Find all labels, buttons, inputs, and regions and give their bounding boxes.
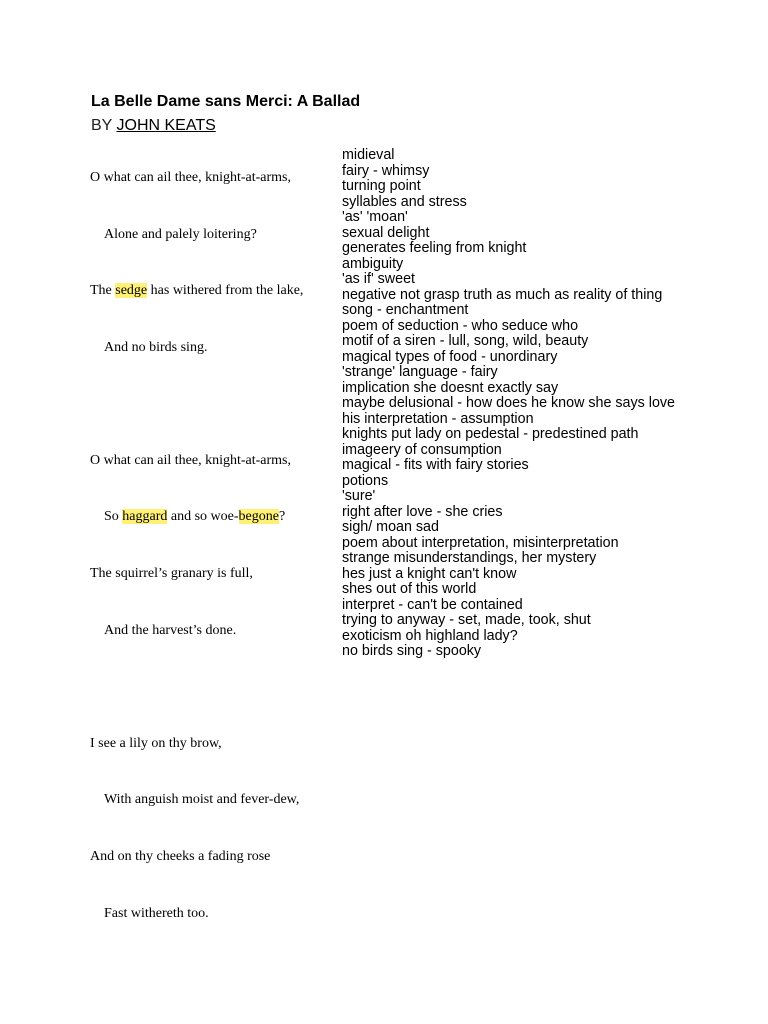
note-item: hes just a knight can't know bbox=[342, 565, 517, 582]
highlighted-word: sedge bbox=[115, 283, 148, 298]
note-item: 'as if' sweet bbox=[342, 271, 415, 287]
note-item: sigh/ moan sad bbox=[342, 519, 439, 535]
note-item: 'sure' bbox=[342, 488, 376, 504]
poem-title: La Belle Dame sans Merci: A Ballad bbox=[91, 93, 361, 110]
note-item: poem of seduction - who seduce who bbox=[342, 317, 579, 334]
poem-line-11: And on thy cheeks a fading rose bbox=[90, 849, 271, 864]
poem-line-4: And no birds sing. bbox=[104, 340, 208, 355]
note-item: ambiguity bbox=[342, 255, 404, 272]
note-item: shes out of this world bbox=[342, 581, 477, 597]
note-item: magical - fits with fairy stories bbox=[342, 457, 529, 473]
highlighted-word: begone bbox=[238, 509, 279, 524]
poem-line-12: Fast withereth too. bbox=[104, 906, 209, 921]
poem-line-2: Alone and palely loitering? bbox=[104, 227, 257, 242]
note-item: sexual delight bbox=[342, 224, 430, 241]
poem-line-9: I see a lily on thy brow, bbox=[90, 736, 222, 751]
poem-line-6 bbox=[104, 508, 285, 526]
note-item: implication she doesnt exactly say bbox=[342, 379, 559, 396]
poem-text: has withered from the lake, bbox=[147, 283, 304, 298]
highlighted-word: haggard bbox=[122, 509, 168, 524]
note-item: song - enchantment bbox=[342, 302, 469, 318]
poem-line-1: O what can ail thee, knight-at-arms, bbox=[90, 170, 291, 185]
note-item: midieval bbox=[342, 147, 395, 163]
note-item: his interpretation - assumption bbox=[342, 410, 534, 427]
annotation-notes bbox=[342, 148, 675, 660]
note-item: exoticism oh highland lady? bbox=[342, 627, 518, 644]
author-link[interactable]: JOHN KEATS bbox=[116, 117, 216, 134]
note-item: syllables and stress bbox=[342, 193, 467, 210]
note-item: motif of a siren - lull, song, wild, beauty bbox=[342, 333, 589, 349]
note-item: strange misunderstandings, her mystery bbox=[342, 550, 597, 566]
poem-line-10: With anguish moist and fever-dew, bbox=[104, 792, 300, 807]
poem-text: ? bbox=[278, 509, 286, 524]
note-item: trying to anyway - set, made, took, shut bbox=[342, 612, 591, 628]
note-item: right after love - she cries bbox=[342, 503, 503, 520]
byline bbox=[91, 116, 216, 136]
byline-prefix: BY bbox=[91, 117, 117, 134]
poem-text: The bbox=[90, 283, 116, 298]
note-item: imageery of consumption bbox=[342, 441, 502, 458]
poem-line-5: O what can ail thee, knight-at-arms, bbox=[90, 453, 291, 468]
note-item: negative not grasp truth as much as reality of thing bbox=[342, 286, 663, 303]
poem-line-3 bbox=[90, 282, 303, 300]
note-item: poem about interpretation, misinterpretation bbox=[342, 534, 619, 551]
note-item: interpret - can't be contained bbox=[342, 596, 523, 613]
note-item: magical types of food - unordinary bbox=[342, 348, 558, 365]
note-item: no birds sing - spooky bbox=[342, 643, 482, 659]
poem-text: So bbox=[104, 509, 123, 524]
poem-line-7: The squirrel’s granary is full, bbox=[90, 566, 253, 581]
note-item: knights put lady on pedestal - predestined path bbox=[342, 426, 639, 442]
note-item: maybe delusional - how does he know she says love bbox=[342, 395, 675, 411]
note-item: potions bbox=[342, 472, 389, 489]
poem-text: and so woe- bbox=[167, 509, 239, 524]
note-item: turning point bbox=[342, 178, 421, 194]
note-item: fairy - whimsy bbox=[342, 162, 430, 179]
note-item: generates feeling from knight bbox=[342, 240, 527, 256]
note-item: 'as' 'moan' bbox=[342, 209, 408, 225]
poem-line-8: And the harvest’s done. bbox=[104, 623, 237, 638]
note-item: 'strange' language - fairy bbox=[342, 364, 498, 380]
